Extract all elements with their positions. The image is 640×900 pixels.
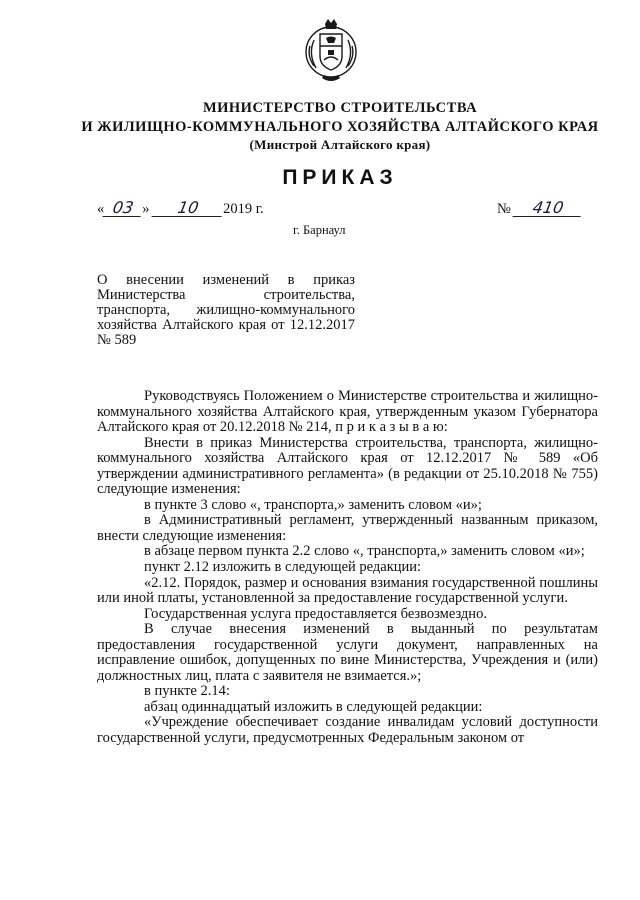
- body-paragraph: Руководствуясь Положением о Министерстве строительства и жилищно-коммунального хозяйства Алтайского края, утвержденным указом Губернатора Алтайского края от 20.12.2018 № 214, п р и к а з ы в а ю:: [97, 388, 598, 436]
- body-paragraph: пункт 2.12 изложить в следующей редакции:: [144, 559, 422, 576]
- date-day: 03: [103, 200, 144, 217]
- body-paragraph: в пункте 2.14:: [144, 683, 230, 700]
- number-label: №: [497, 201, 511, 217]
- body-paragraph: «Учреждение обеспечивает создание инвалидам условий доступности государственной услуги, предусмотренных Федеральным законом от: [97, 714, 598, 747]
- body-paragraph: Внести в приказ Министерства строительства, транспорта, жилищно-коммунального хозяйства Алтайского края от 12.12.2017 № 589 «Об утверждении административного регламента» (в редакции от 25.10.2018 № 755) следующие изменения:: [97, 434, 598, 498]
- order-subject: О внесении изменений в приказ Министерства строительства, транспорта, жилищно-коммунального хозяйства Алтайского края от 12.12.2017 № 589: [97, 272, 355, 348]
- body-paragraph: «2.12. Порядок, размер и основания взимания государственной пошлины или иной платы, установленной за предоставление государственной услуги.: [97, 574, 598, 607]
- body-paragraph: Государственная услуга предоставляется безвозмездно.: [144, 605, 487, 622]
- document-title: ПРИКАЗ: [282, 166, 398, 189]
- coat-of-arms-icon: [300, 16, 362, 88]
- body-paragraph: в Административный регламент, утвержденный названным приказом, внести следующие изменения:: [97, 512, 598, 544]
- date-open-quote: «: [97, 201, 105, 217]
- body-paragraph: В случае внесения изменений в выданный по результатам предоставления государственной услуги документ, направленных на исправление ошибок, допущенных по вине Министерства, Учреждения и (или) должностных лиц, плата с заявителя не взимается.»;: [97, 621, 598, 684]
- body-paragraph: в пункте 3 слово «, транспорта,» заменить словом «и»;: [144, 496, 482, 513]
- order-date: [97, 200, 264, 218]
- number-value: 410: [513, 200, 584, 217]
- body-paragraph: абзац одиннадцатый изложить в следующей редакции:: [144, 698, 483, 715]
- ministry-short-name: (Минстрой Алтайского края): [249, 137, 431, 152]
- date-close-quote: »: [142, 201, 150, 217]
- order-number: [497, 200, 582, 218]
- body-paragraph: в абзаце первом пункта 2.2 слово «, транспорта,» заменить словом «и»;: [144, 543, 585, 560]
- ministry-name-line2: И ЖИЛИЩНО-КОММУНАЛЬНОГО ХОЗЯЙСТВА АЛТАЙСКОГО КРАЯ: [81, 119, 599, 135]
- ministry-name-line1: МИНИСТЕРСТВО СТРОИТЕЛЬСТВА: [202, 100, 478, 116]
- city: г. Барнаул: [293, 223, 346, 237]
- date-year: 2019 г.: [223, 201, 264, 217]
- order-body: [97, 389, 598, 747]
- date-month: 10: [152, 200, 225, 217]
